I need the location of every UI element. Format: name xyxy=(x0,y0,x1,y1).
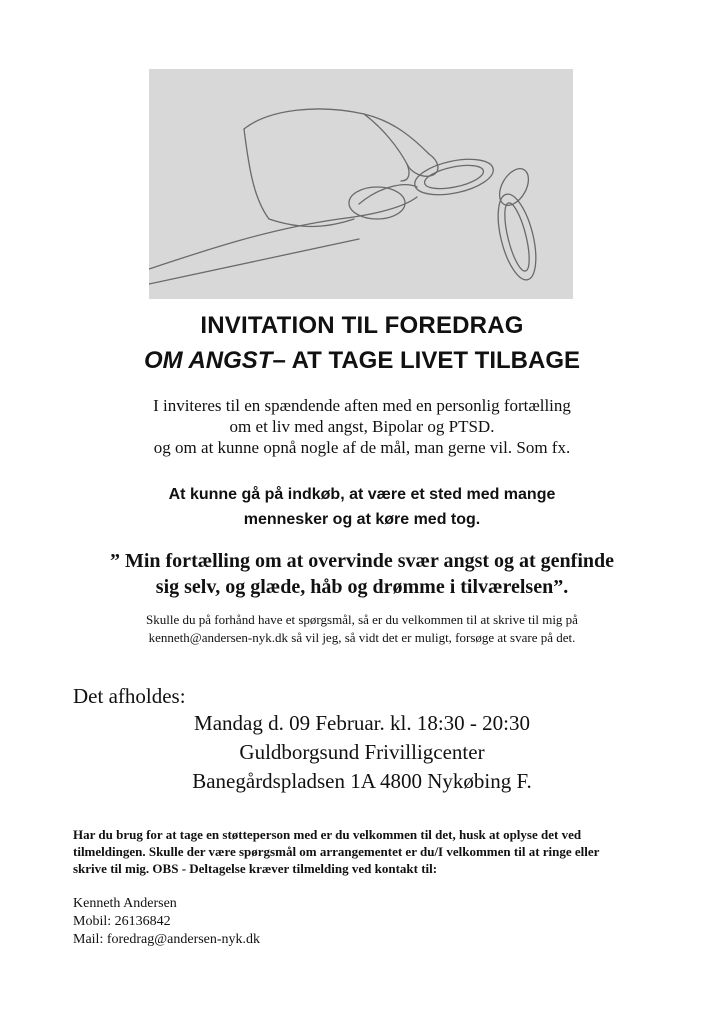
subtitle-italic-part: OM ANGST xyxy=(144,347,273,374)
questions-line: Skulle du på forhånd have et spørgsmål, så er du velkommen til at skrive til mig på xyxy=(146,612,578,627)
hand-holding-chain-icon xyxy=(149,69,573,299)
event-venue: Guldborgsund Frivilligcenter xyxy=(239,740,485,764)
event-label: Det afholdes: xyxy=(73,684,186,708)
page-title: INVITATION TIL FOREDRAG xyxy=(200,312,524,339)
intro-line: og om at kunne opnå nogle af de mål, man gerne vil. Som fx. xyxy=(153,438,571,457)
quote-text xyxy=(0,548,724,600)
notice-line: skrive til mig. OBS - Deltagelse kræver tilmelding ved kontakt til: xyxy=(73,861,438,876)
intro-line: I inviteres til en spændende aften med en personlig fortælling xyxy=(153,396,571,415)
event-details xyxy=(0,709,724,796)
contact-mobile: Mobil: 26136842 xyxy=(73,914,171,929)
questions-text xyxy=(0,611,724,647)
hand-chain-sketch-image xyxy=(149,69,573,299)
quote-line: sig selv, og glæde, håb og drømme i tilværelsen”. xyxy=(155,576,569,598)
intro-line: om et liv med angst, Bipolar og PTSD. xyxy=(229,417,495,436)
questions-line: kenneth@andersen-nyk.dk så vil jeg, så vidt det er muligt, forsøge at svare på det. xyxy=(148,630,576,645)
page-subtitle xyxy=(0,347,724,375)
quote-line: ” Min fortælling om at overvinde svær angst og at genfinde xyxy=(109,550,615,572)
contact-mail: Mail: foredrag@andersen-nyk.dk xyxy=(73,932,261,947)
intro-text xyxy=(0,395,724,458)
contact-name: Kenneth Andersen xyxy=(73,896,177,911)
notice-text xyxy=(73,826,663,877)
subtitle-rest: – AT TAGE LIVET TILBAGE xyxy=(272,347,580,374)
examples-text xyxy=(0,482,724,532)
examples-line: mennesker og at køre med tog. xyxy=(243,511,481,528)
examples-line: At kunne gå på indkøb, at være et sted med mange xyxy=(168,486,556,503)
notice-line: tilmeldingen. Skulle der være spørgsmål om arrangementet er du/I velkommen til at ringe eller xyxy=(73,844,600,859)
event-address: Banegårdspladsen 1A 4800 Nykøbing F. xyxy=(192,769,532,793)
contact-block xyxy=(73,895,260,949)
notice-line: Har du brug for at tage en støtteperson med er du velkommen til det, husk at oplyse det ved xyxy=(73,827,582,842)
event-date: Mandag d. 09 Februar. kl. 18:30 - 20:30 xyxy=(194,711,530,735)
